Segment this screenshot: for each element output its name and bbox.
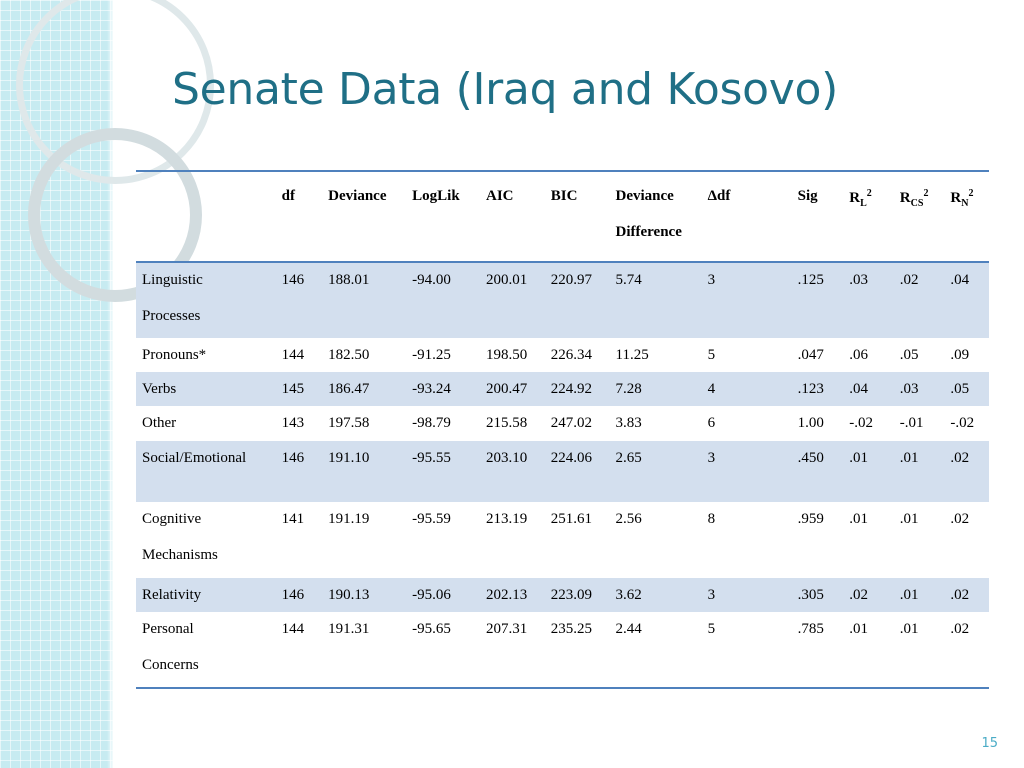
slide-title: Senate Data (Iraq and Kosovo) bbox=[172, 64, 838, 115]
header-blank bbox=[136, 171, 276, 262]
cell-sig: 1.00 bbox=[797, 415, 824, 431]
cell-aic: 200.47 bbox=[486, 381, 528, 397]
header-delta-df: Δdf bbox=[707, 188, 731, 204]
cell-df: 146 bbox=[281, 587, 305, 603]
cell-rn2: .02 bbox=[950, 621, 970, 637]
cell-df: 141 bbox=[281, 511, 305, 527]
cell-rcs2: .01 bbox=[899, 511, 919, 527]
cell-loglik: -95.65 bbox=[412, 621, 451, 637]
cell-loglik: -91.25 bbox=[412, 347, 451, 363]
cell-deviance: 182.50 bbox=[328, 347, 370, 363]
cell-aic: 202.13 bbox=[486, 587, 528, 603]
cell-rn2: .02 bbox=[950, 511, 970, 527]
cell-deviance: 191.10 bbox=[328, 450, 370, 466]
cell-sig: .125 bbox=[797, 272, 824, 288]
table-row bbox=[136, 406, 989, 441]
cell-df: 146 bbox=[281, 272, 305, 288]
cell-delta-df: 3 bbox=[707, 272, 716, 288]
header-deviance-difference-line1: Deviance bbox=[615, 188, 674, 204]
cell-rcs2: .03 bbox=[899, 381, 919, 397]
row-label-line2: Mechanisms bbox=[142, 547, 218, 563]
cell-sig: .305 bbox=[797, 587, 824, 603]
cell-df: 145 bbox=[281, 381, 305, 397]
row-label-line1: Personal bbox=[142, 621, 194, 637]
header-rn2-sup: 2 bbox=[968, 188, 974, 199]
results-table bbox=[136, 170, 989, 689]
row-label-line1: Social/Emotional bbox=[142, 450, 247, 466]
cell-bic: 235.25 bbox=[550, 621, 592, 637]
cell-rcs2: .05 bbox=[899, 347, 919, 363]
cell-rl2: .01 bbox=[849, 621, 868, 637]
cell-rl2: -.02 bbox=[849, 415, 873, 431]
cell-deviance-difference: 7.28 bbox=[615, 381, 642, 397]
cell-delta-df: 4 bbox=[707, 381, 716, 397]
cell-rl2: .03 bbox=[849, 272, 868, 288]
header-rl2-sub: L bbox=[860, 198, 867, 209]
cell-deviance: 188.01 bbox=[328, 272, 370, 288]
cell-rcs2: .01 bbox=[899, 587, 919, 603]
cell-sig: .450 bbox=[797, 450, 824, 466]
cell-aic: 215.58 bbox=[486, 415, 528, 431]
header-rn2-base: R bbox=[950, 190, 962, 206]
row-label bbox=[136, 441, 276, 502]
header-deviance-difference bbox=[610, 171, 702, 262]
cell-loglik: -95.06 bbox=[412, 587, 451, 603]
cell-rcs2: .02 bbox=[899, 272, 919, 288]
cell-deviance-difference: 3.83 bbox=[615, 415, 642, 431]
cell-df: 144 bbox=[281, 621, 305, 637]
header-rl2-base: R bbox=[849, 190, 861, 206]
cell-bic: 226.34 bbox=[550, 347, 592, 363]
header-rl2 bbox=[843, 171, 894, 262]
cell-deviance-difference: 3.62 bbox=[615, 587, 642, 603]
row-label-line1: Pronouns* bbox=[142, 347, 207, 363]
row-label-line1: Other bbox=[142, 415, 177, 431]
cell-rn2: -.02 bbox=[950, 415, 975, 431]
cell-aic: 200.01 bbox=[486, 272, 528, 288]
cell-loglik: -95.59 bbox=[412, 511, 451, 527]
header-rn2 bbox=[944, 171, 989, 262]
cell-rl2: .01 bbox=[849, 450, 868, 466]
header-deviance: Deviance bbox=[328, 188, 387, 204]
cell-rcs2: .01 bbox=[899, 621, 919, 637]
row-label bbox=[136, 612, 276, 688]
cell-rl2: .04 bbox=[849, 381, 868, 397]
row-label-line2: Processes bbox=[142, 308, 201, 324]
cell-sig: .123 bbox=[797, 381, 824, 397]
cell-aic: 207.31 bbox=[486, 621, 528, 637]
cell-aic: 213.19 bbox=[486, 511, 528, 527]
cell-bic: 247.02 bbox=[550, 415, 592, 431]
cell-deviance: 186.47 bbox=[328, 381, 370, 397]
cell-delta-df: 3 bbox=[707, 587, 716, 603]
cell-deviance: 191.19 bbox=[328, 511, 370, 527]
row-label-line1: Linguistic bbox=[142, 272, 203, 288]
table-row bbox=[136, 502, 989, 578]
header-bic: BIC bbox=[550, 188, 578, 204]
cell-bic: 224.06 bbox=[550, 450, 592, 466]
header-rcs2-sup: 2 bbox=[923, 188, 929, 199]
row-label bbox=[136, 338, 276, 372]
cell-rn2: .09 bbox=[950, 347, 970, 363]
cell-sig: .959 bbox=[797, 511, 824, 527]
cell-df: 143 bbox=[281, 415, 305, 431]
cell-rcs2: -.01 bbox=[899, 415, 924, 431]
row-label-line1: Cognitive bbox=[142, 511, 202, 527]
cell-loglik: -93.24 bbox=[412, 381, 451, 397]
cell-df: 144 bbox=[281, 347, 305, 363]
table-row bbox=[136, 372, 989, 406]
cell-rcs2: .01 bbox=[899, 450, 919, 466]
header-rcs2-sub: CS bbox=[910, 198, 924, 209]
cell-deviance-difference: 2.65 bbox=[615, 450, 642, 466]
row-label bbox=[136, 502, 276, 578]
page-number: 15 bbox=[981, 736, 998, 751]
cell-delta-df: 3 bbox=[707, 450, 716, 466]
cell-aic: 203.10 bbox=[486, 450, 528, 466]
cell-bic: 223.09 bbox=[550, 587, 592, 603]
cell-loglik: -98.79 bbox=[412, 415, 451, 431]
table-row bbox=[136, 262, 989, 338]
cell-delta-df: 5 bbox=[707, 347, 716, 363]
cell-bic: 224.92 bbox=[550, 381, 592, 397]
row-label bbox=[136, 578, 276, 612]
cell-delta-df: 8 bbox=[707, 511, 716, 527]
cell-deviance-difference: 2.44 bbox=[615, 621, 642, 637]
cell-rn2: .02 bbox=[950, 450, 970, 466]
cell-rn2: .02 bbox=[950, 587, 970, 603]
cell-delta-df: 6 bbox=[707, 415, 716, 431]
header-rl2-sup: 2 bbox=[866, 188, 872, 199]
table-row bbox=[136, 338, 989, 372]
header-aic: AIC bbox=[486, 188, 514, 204]
cell-sig: .785 bbox=[797, 621, 824, 637]
cell-rn2: .05 bbox=[950, 381, 970, 397]
table-row bbox=[136, 441, 989, 502]
cell-df: 146 bbox=[281, 450, 305, 466]
cell-deviance: 197.58 bbox=[328, 415, 370, 431]
table-row bbox=[136, 612, 989, 688]
row-label bbox=[136, 406, 276, 441]
cell-bic: 220.97 bbox=[550, 272, 592, 288]
table-row bbox=[136, 578, 989, 612]
row-label bbox=[136, 372, 276, 406]
row-label-line1: Relativity bbox=[142, 587, 202, 603]
cell-deviance-difference: 5.74 bbox=[615, 272, 642, 288]
cell-rl2: .06 bbox=[849, 347, 868, 363]
cell-deviance: 190.13 bbox=[328, 587, 370, 603]
header-rcs2-base: R bbox=[899, 190, 911, 206]
cell-rl2: .01 bbox=[849, 511, 868, 527]
cell-bic: 251.61 bbox=[550, 511, 592, 527]
table-header-row bbox=[136, 171, 989, 262]
cell-sig: .047 bbox=[797, 347, 824, 363]
cell-loglik: -95.55 bbox=[412, 450, 451, 466]
row-label-line2: Concerns bbox=[142, 657, 199, 673]
row-label bbox=[136, 262, 276, 338]
cell-loglik: -94.00 bbox=[412, 272, 451, 288]
header-rcs2 bbox=[894, 171, 945, 262]
header-sig: Sig bbox=[797, 188, 818, 204]
cell-rn2: .04 bbox=[950, 272, 970, 288]
cell-deviance-difference: 2.56 bbox=[615, 511, 642, 527]
cell-deviance-difference: 11.25 bbox=[615, 347, 649, 363]
cell-deviance: 191.31 bbox=[328, 621, 370, 637]
cell-aic: 198.50 bbox=[486, 347, 528, 363]
row-label-line1: Verbs bbox=[142, 381, 177, 397]
header-rn2-sub: N bbox=[961, 198, 969, 209]
header-deviance-difference-line2: Difference bbox=[615, 224, 682, 240]
header-loglik: LogLik bbox=[412, 188, 460, 204]
header-df: df bbox=[281, 188, 295, 204]
cell-delta-df: 5 bbox=[707, 621, 716, 637]
cell-rl2: .02 bbox=[849, 587, 868, 603]
